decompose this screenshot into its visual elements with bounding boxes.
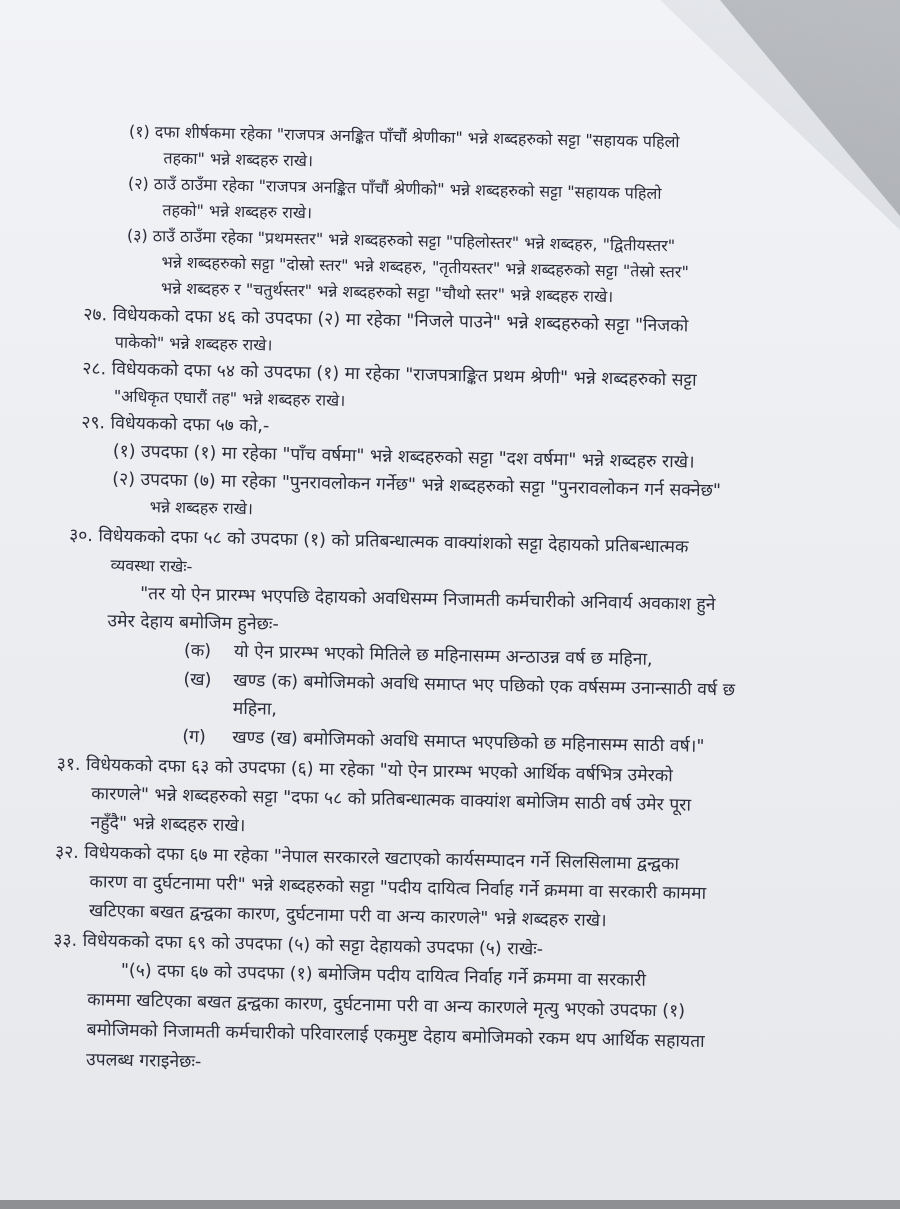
sub1-line2: तहका" भन्ने शब्दहरु राखे। [163, 148, 314, 171]
section-32-line3: खटिएका बखत द्वन्द्वका कारण, दुर्घटनामा परी वा अन्य कारणले" भन्ने शब्दहरु राखे। [88, 901, 607, 932]
clause-kha-line2: महिना, [232, 698, 278, 720]
section-29-sub1: (१) उपदफा (१) मा रहेका "पाँच वर्षमा" भन्ने शब्दहरुको सट्टा "दश वर्षमा" भन्ने शब्दहरु राखे। [112, 441, 695, 473]
section-30-quote-line1: "तर यो ऐन प्रारम्भ भएपछि देहायको अवधिसम्म निजामती कर्मचारीको अनिवार्य अवकाश हुने [139, 584, 716, 616]
section-30-line1: ३०. विधेयकको दफा ५८ को उपदफा (१) को प्रतिबन्धात्मक वाक्यांशको सट्टा देहायको प्रतिबन्धात्मक [68, 525, 689, 558]
section-32-line2: कारण वा दुर्घटनामा परी" भन्ने शब्दहरुको सट्टा "पदीय दायित्व निर्वाह गर्ने क्रममा वा सरकारी काममा [89, 872, 707, 904]
section-29-sub2-line2: भन्ने शब्दहरु राखे। [149, 497, 254, 519]
clause-kha-line1: खण्ड (क) बमोजिमको अवधि समाप्त भए पछिको एक वर्षसम्म उनान्साठी वर्ष छ [233, 670, 736, 701]
sub1-line1: (१) दफा शीर्षकमा रहेका "राजपत्र अनङ्कित पाँचौं श्रेणीका" भन्ने शब्दहरुको सट्टा "सहायक पहिलो [128, 121, 680, 152]
section-28-line1: २८. विधेयकको दफा ५४ को उपदफा (१) मा रहेका "राजपत्राङ्कित प्रथम श्रेणी" भन्ने शब्दहरुको सट्टा [82, 358, 697, 391]
section-27-line1: २७. विधेयकको दफा ४६ को उपदफा (२) मा रहेका "निजले पाउने" भन्ने शब्दहरुको सट्टा "निजको [83, 304, 689, 337]
clause-kha-label: (ख) [183, 669, 212, 691]
section-28-line2: "अधिकृत एघारौं तह" भन्ने शब्दहरु राखे। [113, 386, 346, 410]
section-31-line2: कारणले" भन्ने शब्दहरुको सट्टा "दफा ५८ को प्रतिबन्धात्मक वाक्यांश बमोजिम साठी वर्ष उमेर पूरा [91, 784, 692, 816]
section-31-line1: ३१. विधेयकको दफा ६३ को उपदफा (६) मा रहेका "यो ऐन प्रारम्भ भएको आर्थिक वर्षभित्र उमेरको [56, 754, 674, 787]
clause-ka-text: यो ऐन प्रारम्भ भएको मितिले छ महिनासम्म अन्ठाउन्न वर्ष छ महिना, [233, 641, 653, 670]
section-29-heading: २९. विधेयकको दफा ५७ को,- [81, 412, 270, 437]
section-27-line2: पाकेको" भन्ने शब्दहरु राखे। [114, 332, 273, 355]
sub3-line2: भन्ने शब्दहरुको सट्टा "दोस्रो स्तर" भन्ने शब्दहरु, "तृतीयस्तर" भन्ने शब्दहरुको सट्टा "तेस्रो स्तर" [161, 252, 689, 282]
section-31-line3: नहुँदै" भन्ने शब्दहरु राखे। [90, 813, 246, 837]
clause-ka-label: (क) [183, 640, 212, 662]
clause-ga-label: (ग) [182, 726, 207, 748]
section-30-quote-line2: उमेर देहाय बमोजिम हुनेछः- [107, 611, 279, 635]
section-33-quote-line1: "(५) दफा ६७ को उपदफा (१) बमोजिम पदीय दायित्व निर्वाह गर्ने क्रममा वा सरकारी [120, 960, 647, 991]
section-29-sub2-line1: (२) उपदफा (७) मा रहेका "पुनरावलोकन गर्नेछ" भन्ने शब्दहरुको सट्टा "पुनरावलोकन गर्न सक्नेछ" [112, 469, 722, 502]
section-30-line2: व्यवस्था राखेः- [110, 555, 193, 577]
section-33-quote-line3: बमोजिमको निजामती कर्मचारीको परिवारलाई एकमुष्ट देहाय बमोजिमको रकम थप आर्थिक सहायता [86, 1020, 705, 1052]
sub3-line3: भन्ने शब्दहरु र "चतुर्थस्तर" भन्ने शब्दहरुको सट्टा "चौथो स्तर" भन्ने शब्दहरु राखे। [160, 278, 614, 307]
section-33-quote-line4: उपलब्ध गराइनेछः- [85, 1050, 202, 1073]
sub2-line2: तहको" भन्ने शब्दहरु राखे। [162, 200, 313, 223]
section-33-quote-line2: काममा खटिएका बखत द्वन्द्वका कारण, दुर्घटनामा परी वा अन्य कारणले मृत्यु भएको उपदफा (१) [87, 990, 686, 1022]
sub3-line1: (३) ठाउँ ठाउँमा रहेका "प्रथमस्तर" भन्ने शब्दहरुको सट्टा "पहिलोस्तर" भन्ने शब्दहरु, "द्वितीयस्तर" [126, 225, 676, 256]
clause-ga-text: खण्ड (ख) बमोजिमको अवधि समाप्त भएपछिको छ महिनासम्म साठी वर्ष।" [232, 727, 705, 757]
section-33-line1: ३३. विधेयकको दफा ६९ को उपदफा (५) को सट्टा देहायको उपदफा (५) राखेः- [53, 930, 544, 960]
sub2-line1: (२) ठाउँ ठाउँमा रहेका "राजपत्र अनङ्कित पाँचौं श्रेणीको" भन्ने शब्दहरुको सट्टा "सहायक पहिलो [127, 173, 662, 203]
section-32-line1: ३२. विधेयकको दफा ६७ मा रहेका "नेपाल सरकारले खटाएको कार्यसम्पादन गर्ने सिलसिलामा द्वन्द्वका [54, 842, 680, 875]
